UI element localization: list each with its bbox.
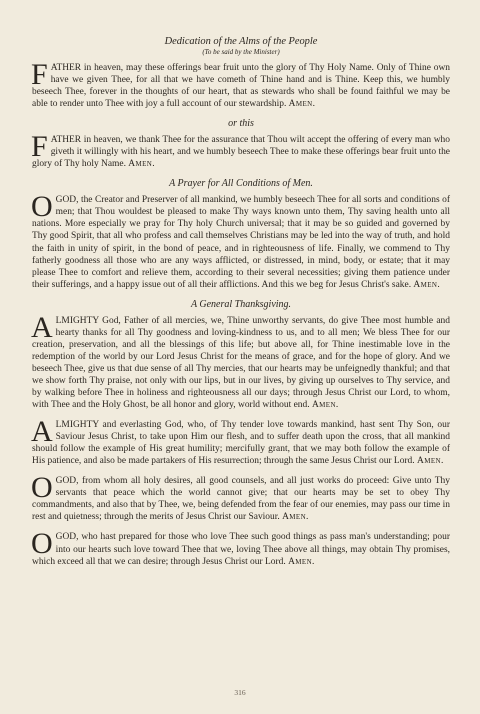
prayer-body	[31, 190, 450, 290]
prayer-text: GOD, who hast prepared for those who love Thee such good things as pass man's understanding; pour into our hearts such love toward Thee that we, loving Thee above all things, may obtain Thy promises, which exceed all that we can desire; through Jesus Christ our Lord.	[32, 532, 450, 567]
page-number: 316	[234, 688, 246, 697]
amen-label: Amen.	[413, 279, 441, 290]
amen-label: Amen.	[128, 159, 156, 170]
prayer-heading: A General Thanksgiving.	[190, 298, 292, 310]
amen-label: Amen.	[282, 512, 309, 523]
prayer-text: LMIGHTY God, Father of all mercies, we, Thine unworthy servants, do give Thee most humble and hearty thanks for all Thy goodness and loving-kindness to us, and to all men; We bless Thee for our creation, preservation, and all the blessings of this life; but above all, for Thine inestimable love in the redemption of the world by our Lord Jesus Christ for the means of grace, and for the hope of glory. And we beseech Thee, give us that due sense of all Thy mercies, that our hearts may be unfeignedly thankful; and that we show forth Thy praise, not only with our lips, but in our lives, by giving up ourselves to Thy service, and by walking before Thee in holiness and righteousness all our days; through Jesus Christ our Lord, to whom, with Thee and the Holy Ghost, be all honor and glory, world without end.	[32, 315, 450, 411]
prayer-good-things	[31, 527, 450, 567]
prayer-all-conditions	[32, 178, 450, 290]
prayer-dedication-2	[32, 118, 450, 170]
prayer-body	[31, 415, 450, 467]
prayer-text: GOD, from whom all holy desires, all good counsels, and all just works do proceed: Give unto Thy servants that peace which the world cannot give; that our hearts may be set to obey Thy commandments, and also that by Thee, we, being defended from the fear of our enemies, may pass our time in rest and quietness; through the merits of Jesus Christ our Saviour.	[32, 476, 450, 523]
amen-label: Amen.	[417, 456, 444, 467]
prayer-body	[31, 130, 450, 170]
prayer-heading: A Prayer for All Conditions of Men.	[169, 178, 313, 190]
prayer-almighty-everlasting	[31, 415, 450, 467]
drop-cap: A	[31, 415, 53, 449]
section-title: Dedication of the Alms of the People	[164, 36, 318, 47]
prayer-text: ATHER in heaven, may these offerings bear fruit unto the glory of Thy Holy Name. Only of Thine own have we given Thee, for all that we have cometh of Thine hand and is Thine. Keep this, we humbly beseech Thee, forever in the thoughts of our heart, that as stewards who shall be found faithful we may be able to render unto Thee with joy a full account of our stewardship.	[32, 63, 450, 110]
prayer-text: LMIGHTY and everlasting God, who, of Thy tender love towards mankind, hast sent Thy Son, our Saviour Jesus Christ, to take upon Him our flesh, and to suffer death upon the cross, that all mankind should follow the example of His great humility; mercifully grant, that we may both follow the example of His patience, and also be made partakers of His resurrection; through the same Jesus Christ our Lord.	[32, 420, 450, 467]
drop-cap: O	[31, 471, 53, 505]
drop-cap: A	[31, 310, 53, 344]
prayer-dedication-1	[31, 58, 450, 110]
prayer-holy-desires	[31, 471, 450, 523]
drop-cap: F	[31, 130, 48, 164]
prayer-body	[31, 310, 450, 411]
drop-cap: O	[31, 527, 53, 561]
amen-label: Amen.	[311, 400, 339, 411]
drop-cap: F	[31, 58, 48, 91]
prayer-heading: or this	[228, 118, 254, 130]
prayer-text: ATHER in heaven, we thank Thee for the assurance that Thou wilt accept the offering of every man who giveth it willingly with his heart, and we humbly beseech Thee to make these offerings bear fruit unto the glory of Thy holy Name.	[32, 135, 450, 170]
prayer-body	[31, 58, 450, 110]
prayer-body	[31, 471, 450, 523]
amen-label: Amen.	[288, 556, 315, 567]
amen-label: Amen.	[288, 99, 316, 110]
prayer-general-thanksgiving	[32, 299, 450, 411]
prayer-body	[31, 527, 450, 567]
prayer-text: GOD, the Creator and Preserver of all mankind, we humbly beseech Thee for all sorts and conditions of men; that Thou wouldest be pleased to make Thy ways known unto them, Thy saving health unto all nations. More especially we pray for Thy holy Church universal; that it may be so guided and governed by Thy good Spirit, that all who profess and call themselves Christians may be led into the way of truth, and hold the faith in unity of spirit, in the bond of peace, and in righteousness of life. Finally, we commend to Thy fatherly goodness all those who are any ways afflicted, or distressed, in mind, body, or estate; that it may please Thee to comfort and relieve them, according to their several necessities; giving them patience under their sufferings, and a happy issue out of all their afflictions. And this we beg for Jesus Christ's sake.	[32, 195, 450, 290]
drop-cap: O	[31, 190, 53, 224]
section-subtitle: (To be said by the Minister)	[202, 48, 280, 56]
